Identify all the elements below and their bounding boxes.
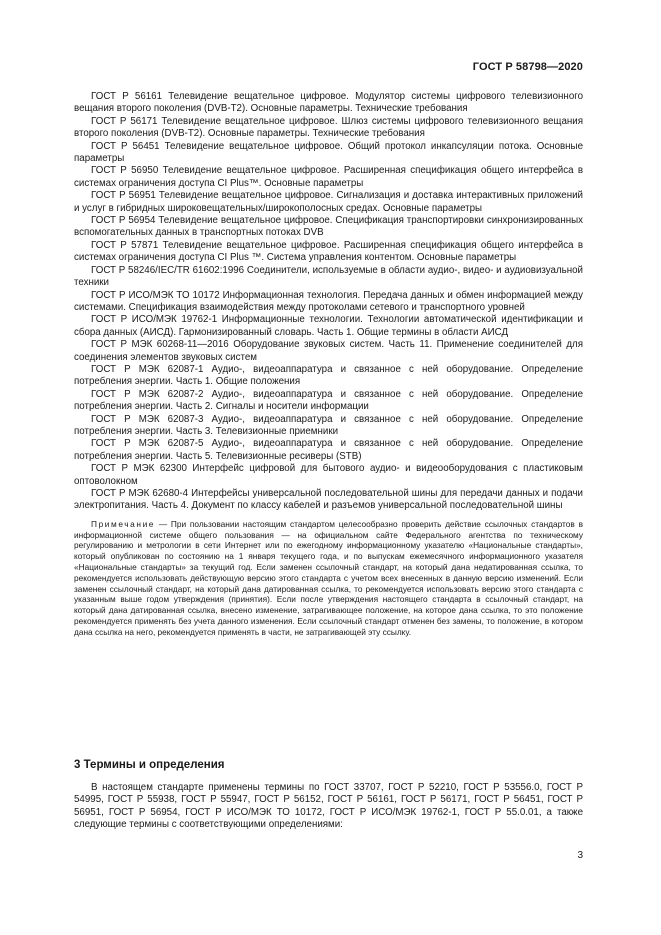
- reference-item: ГОСТ Р МЭК 62300 Интерфейс цифровой для бытового аудио- и видеооборудования с пластиковым оптоволокном: [74, 463, 583, 487]
- normative-references: [74, 91, 583, 646]
- reference-item: ГОСТ Р МЭК 62087-1 Аудио-, видеоаппаратура и связанное с ней оборудование. Определение потребления энергии. Часть 1. Общие положения: [74, 363, 583, 388]
- reference-item: ГОСТ Р МЭК 62087-5 Аудио-, видеоаппаратура и связанное с ней оборудование. Определение потребления энергии. Часть 5. Телевизионные ресиверы (STB): [74, 438, 583, 462]
- document-id-header: ГОСТ Р 58798—2020: [472, 61, 583, 73]
- reference-item: ГОСТ Р МЭК 62087-3 Аудио-, видеоаппаратура и связанное с ней оборудование. Определение потребления энергии. Часть 3. Телевизионные приемники: [74, 413, 583, 437]
- note-label: Примечание: [91, 518, 156, 529]
- reference-item: ГОСТ Р 58246/IEC/TR 61602:1996 Соединители, используемые в области аудио-, видео- и аудиовизуальной техники: [74, 264, 583, 289]
- note-text: — При пользовании настоящим стандартом целесообразно проверить действие ссылочных стандартов в информационной системе общего пользования — на официальном сайте Федерального агентства по техническому регулированию и метрологии в сети Интернет или по ежегодному информационному указателю «Национальные стандарты», который опубликован по состоянию на 1 января текущего года, и по выпускам ежемесячного информационного указателя «Национальные стандарты» за текущий год. Если заменен ссылочный стандарт, на который дана недатированная ссылка, то рекомендуется использовать действующую версию этого стандарта с учетом всех внесенных в данную версию изменений. Если заменен ссылочный стандарт, на который дана датированная ссылка, то рекомендуется использовать версию этого стандарта с указанным выше годом утверждения (принятия). Если после утверждения настоящего стандарта в ссылочный стандарт, на который дана датированная ссылка, внесено изменение, затрагивающее положение, на которое дана ссылка, то это положение рекомендуется применять без учета данного изменения. Если ссылочный стандарт отменен без замены, то положение, в котором дана ссылка на него, рекомендуется применять в части, не затрагивающей эту ссылку.: [74, 518, 583, 637]
- reference-item: ГОСТ Р 57871 Телевидение вещательное цифровое. Расширенная спецификация общего интерфейса в системах ограничения доступа CI Plus ™. Система управления контентом. Основные параметры: [74, 239, 583, 264]
- reference-item: ГОСТ Р МЭК 62087-2 Аудио-, видеоаппаратура и связанное с ней оборудование. Определение потребления энергии. Часть 2. Сигналы и носители информации: [74, 388, 583, 413]
- section-heading: 3 Термины и определения: [74, 759, 225, 771]
- reference-item: ГОСТ Р МЭК 62680-4 Интерфейсы универсальной последовательной шины для передачи данных и подачи электропитания. Часть 4. Документ по классу кабелей и разъемов универсальной последовательной шины: [74, 488, 583, 512]
- reference-item: ГОСТ Р ИСО/МЭК 19762-1 Информационные технологии. Технологии автоматической идентификации и сбора данных (АИСД). Гармонизированный словарь. Часть 1. Общие термины в области АИСД: [74, 314, 583, 338]
- reference-item: ГОСТ Р 56954 Телевидение вещательное цифровое. Спецификация транспортировки синхронизированных вспомогательных данных в транспортных потоках DVB: [74, 215, 583, 239]
- page-number: 3: [577, 850, 583, 861]
- reference-item: ГОСТ Р 56451 Телевидение вещательное цифровое. Общий протокол инкапсуляции потока. Основные параметры: [74, 140, 583, 165]
- reference-item: ГОСТ Р МЭК 60268-11—2016 Оборудование звуковых систем. Часть 11. Применение соединителей для соединения элементов звуковых систем: [74, 339, 583, 363]
- reference-item: ГОСТ Р 56950 Телевидение вещательное цифровое. Расширенная спецификация общего интерфейса в системах ограничения доступа CI Plus™. Основные параметры: [74, 165, 583, 189]
- references-note: [74, 519, 583, 638]
- reference-item: ГОСТ Р 56951 Телевидение вещательное цифровое. Сигнализация и доставка интерактивных приложений и услуг в гибридных широковещательных/широкополосных средах. Основные параметры: [74, 190, 583, 214]
- section-paragraph: В настоящем стандарте применены термины по ГОСТ 33707, ГОСТ Р 52210, ГОСТ Р 53556.0, ГОСТ Р 54995, ГОСТ Р 55938, ГОСТ Р 55947, ГОСТ Р 56152, ГОСТ Р 56161, ГОСТ Р 56171, ГОСТ Р 56451, ГОСТ Р 56951, ГОСТ Р 56954, ГОСТ Р ИСО/МЭК ТО 10172, ГОСТ Р ИСО/МЭК 19762-1, ГОСТ Р 55.0.01, а также следующие термины с соответствующими определениями:: [74, 782, 583, 831]
- reference-item: ГОСТ Р ИСО/МЭК ТО 10172 Информационная технология. Передача данных и обмен информацией между системами. Спецификация взаимодействия между протоколами сетевого и транспортного уровней: [74, 289, 583, 313]
- reference-item: ГОСТ Р 56161 Телевидение вещательное цифровое. Модулятор системы цифрового телевизионного вещания второго поколения (DVB-T2). Основные параметры. Технические требования: [74, 91, 583, 115]
- reference-item: ГОСТ Р 56171 Телевидение вещательное цифровое. Шлюз системы цифрового телевизионного вещания второго поколения (DVB-T2). Основные параметры. Технические требования: [74, 115, 583, 140]
